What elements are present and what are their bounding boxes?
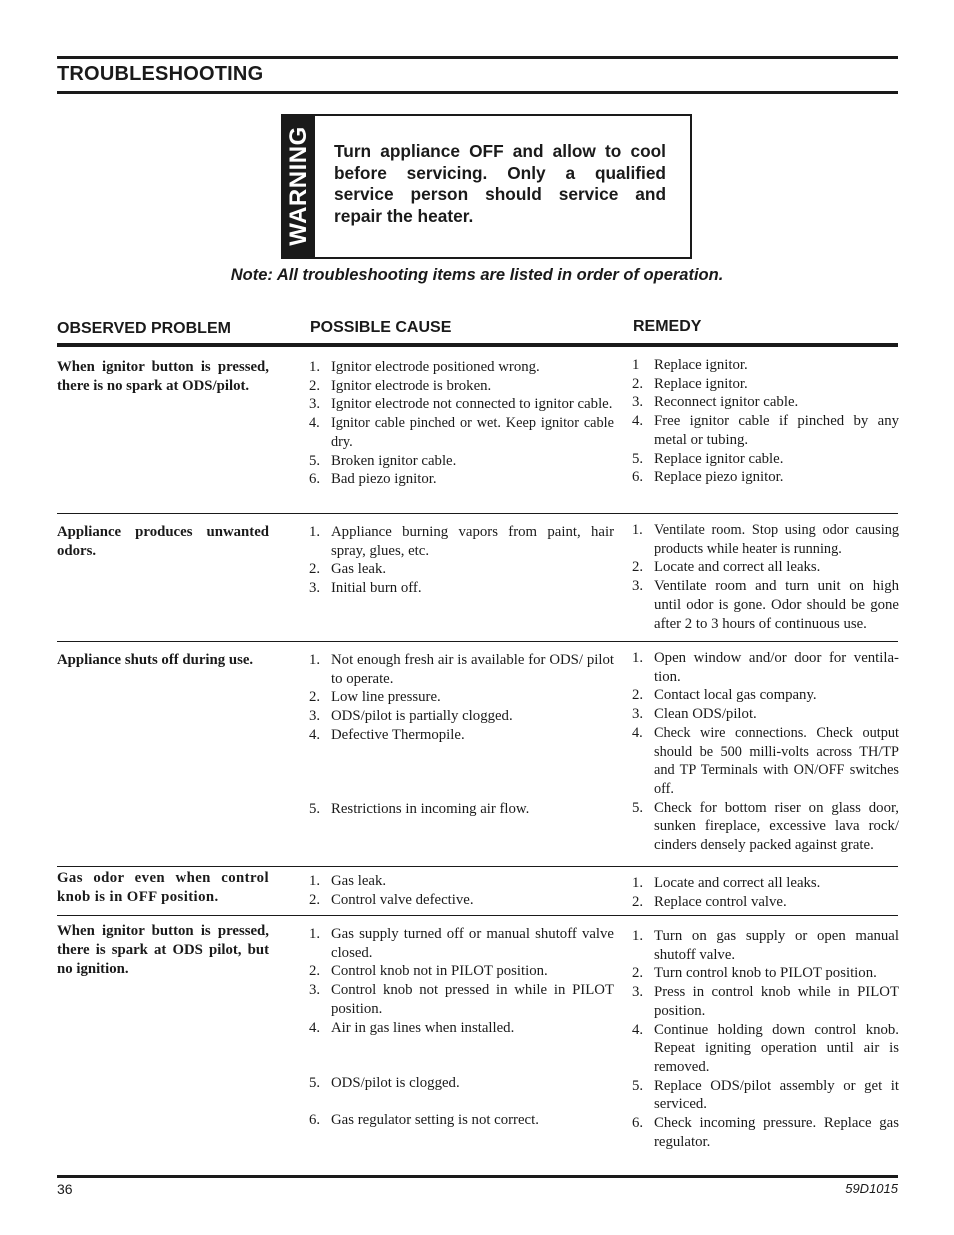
problem-odors: Appliance produces unwanted odors. xyxy=(57,524,269,559)
problem-no-spark: When ignitor button is pressed, there is no spark at ODS/pilot. xyxy=(57,359,269,394)
remedy-item: 6. Replace piezo ignitor. xyxy=(632,469,784,486)
title-underline xyxy=(57,91,898,94)
warning-band xyxy=(283,116,315,257)
row-divider xyxy=(57,641,898,642)
remedy-item: 1. Open window and/or door for ventila- tion. xyxy=(632,650,899,685)
cause-item: 5. ODS/pilot is clogged. xyxy=(309,1075,460,1092)
remedy-item: 5. Replace ODS/pilot assembly or get it serviced. xyxy=(632,1077,899,1113)
remedy-item: 4. Continue holding down control knob. Repeat igniting operation until air is removed. xyxy=(632,1021,899,1075)
cause-item: 4. Ignitor cable pinched or wet. Keep ignitor cable dry. xyxy=(309,415,614,450)
top-rule xyxy=(57,56,898,59)
cause-item: 3. Control knob not pressed in while in PILOT position. xyxy=(309,982,614,1017)
cause-item: 1. Gas leak. xyxy=(309,873,387,889)
header-possible-cause: POSSIBLE CAUSE xyxy=(310,319,452,336)
cause-item: 4. Air in gas lines when installed. xyxy=(309,1019,515,1036)
warning-box xyxy=(281,114,692,259)
page-number: 36 xyxy=(57,1181,73,1197)
remedy-item: 2. Turn control knob to PILOT position. xyxy=(632,965,877,982)
header-remedy: REMEDY xyxy=(633,318,702,335)
remedy-item: 2. Replace control valve. xyxy=(632,893,787,910)
cause-item: 6. Gas regulator setting is not correct. xyxy=(309,1111,539,1128)
problem-spark-no-ignition: When ignitor button is pressed, there is spark at ODS pilot, but no ignition. xyxy=(57,923,269,977)
cause-item: 1. Ignitor electrode positioned wrong. xyxy=(309,359,540,375)
remedy-item: 2. Locate and correct all leaks. xyxy=(632,559,821,576)
row-divider xyxy=(57,513,898,514)
remedy-item: 6. Check incoming pressure. Replace gas regulator. xyxy=(632,1115,899,1150)
remedy-item: 5. Check for bottom riser on glass door, sunken fireplace, excessive lava rock/ cinders densely packed against grate. xyxy=(632,799,899,854)
cause-list xyxy=(309,651,614,818)
remedy-item: 1 Replace ignitor. xyxy=(632,357,748,373)
cause-item: 6. Bad piezo ignitor. xyxy=(309,471,437,488)
cause-item: 3. Initial burn off. xyxy=(309,580,422,597)
footer-rule xyxy=(57,1175,898,1178)
row-divider xyxy=(57,866,898,867)
warning-text: Turn appliance OFF and allow to cool before servicing. Only a qualified service person should service and repair the heater. xyxy=(334,141,666,226)
remedy-item: 2. Contact local gas company. xyxy=(632,687,817,704)
cause-item: 5. Restrictions in incoming air flow. xyxy=(309,800,530,817)
cause-item: 2. Low line pressure. xyxy=(309,689,441,706)
page-title: TROUBLESHOOTING xyxy=(57,63,264,85)
remedy-item: 1. Ventilate room. Stop using odor causing products while heater is running. xyxy=(632,522,899,557)
remedy-item: 4. Check wire connections. Check output should be 500 milli-volts across TH/TP and TP Terminals with ON/OFF switches off. xyxy=(632,724,899,797)
cause-list xyxy=(309,358,614,489)
cause-item: 2. Gas leak. xyxy=(309,561,387,578)
cause-item: 2. Ignitor electrode is broken. xyxy=(309,377,492,394)
remedy-item: 1. Turn on gas supply or open manual shutoff valve. xyxy=(632,928,899,963)
remedy-list xyxy=(632,521,899,633)
warning-label: WARNING xyxy=(285,126,312,246)
remedy-item: 2. Replace ignitor. xyxy=(632,375,748,392)
cause-list xyxy=(309,523,614,598)
cause-item: 1. Gas supply turned off or manual shutoff valve closed. xyxy=(309,926,614,961)
remedy-list xyxy=(632,649,899,855)
cause-list xyxy=(309,872,614,909)
cause-list xyxy=(309,925,614,1130)
remedy-item: 3. Press in control knob while in PILOT position. xyxy=(632,984,899,1019)
problem-shuts-off: Appliance shuts off during use. xyxy=(57,652,254,668)
header-rule xyxy=(57,343,898,347)
remedy-item: 3. Clean ODS/pilot. xyxy=(632,706,757,723)
cause-item: 3. Ignitor electrode not connected to ignitor cable. xyxy=(309,396,613,413)
remedy-list xyxy=(632,356,899,487)
document-code: 59D1015 xyxy=(845,1181,898,1196)
remedy-item: 5. Replace ignitor cable. xyxy=(632,450,784,467)
cause-item: 1. Appliance burning vapors from paint, hair spray, glues, etc. xyxy=(309,524,614,559)
remedy-item: 3. Reconnect ignitor cable. xyxy=(632,394,799,411)
cause-item: 4. Defective Thermopile. xyxy=(309,726,465,743)
cause-item: 1. Not enough fresh air is available for ODS/ pilot to operate. xyxy=(309,652,614,687)
remedy-list xyxy=(632,874,899,911)
header-observed-problem: OBSERVED PROBLEM xyxy=(57,320,231,337)
remedy-item: 3. Ventilate room and turn unit on high until odor is gone. Odor should be gone after 2 to 3 hours of continuous use. xyxy=(632,578,899,632)
order-note: Note: All troubleshooting items are listed in order of operation. xyxy=(230,266,724,284)
cause-item: 3. ODS/pilot is partially clogged. xyxy=(309,708,513,725)
remedy-list xyxy=(632,927,899,1151)
row-divider xyxy=(57,915,898,916)
cause-item: 2. Control knob not in PILOT position. xyxy=(309,963,548,980)
cause-item: 2. Control valve defective. xyxy=(309,891,474,908)
remedy-item: 4. Free ignitor cable if pinched by any metal or tubing. xyxy=(632,413,899,448)
remedy-item: 1. Locate and correct all leaks. xyxy=(632,875,821,891)
problem-gas-odor: Gas odor even when control knob is in OFF position. xyxy=(57,870,269,905)
cause-item: 5. Broken ignitor cable. xyxy=(309,452,457,469)
